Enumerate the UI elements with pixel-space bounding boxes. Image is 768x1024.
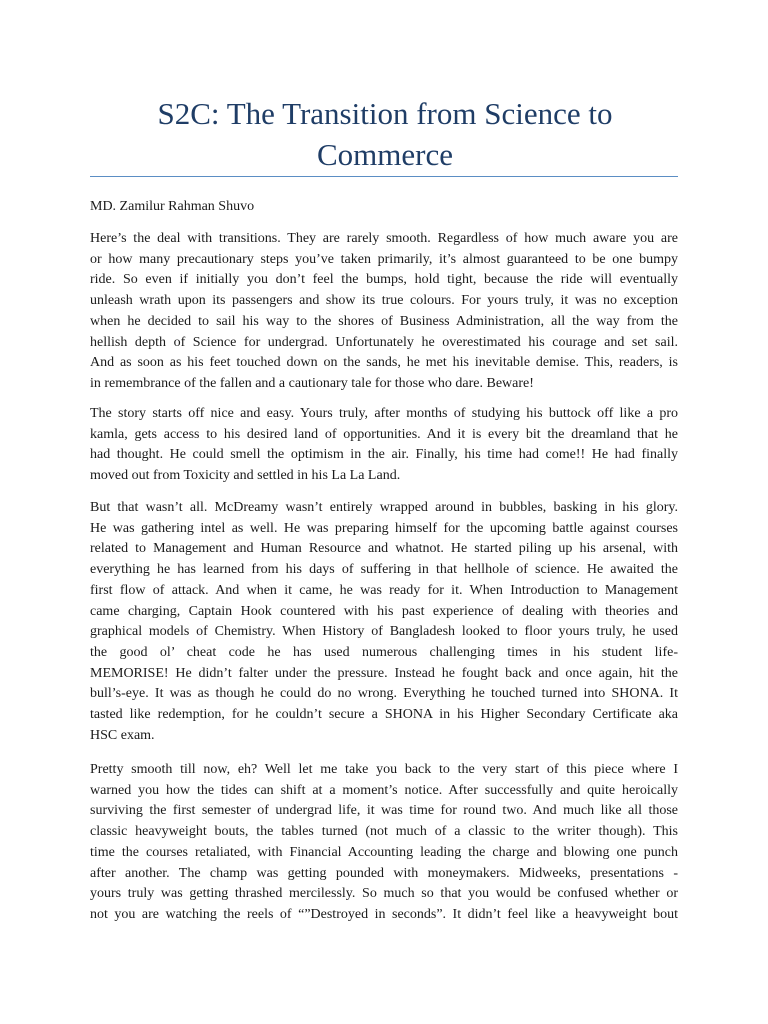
text-line: classic heavyweight bouts, the tables turned (not much of a classic to the writer though). This <box>90 824 678 840</box>
paragraph <box>90 404 678 487</box>
text-line: kamla, gets access to his desired land of opportunities. And it is every bit the dreamland that he <box>90 426 678 442</box>
author-name: MD. Zamilur Rahman Shuvo <box>90 199 255 214</box>
paragraph <box>90 760 678 926</box>
text-line: And as soon as his feet touched down on the sands, he met his inevitable demise. This, readers, is <box>90 355 678 371</box>
text-line: hellish depth of Science for undergrad. Unfortunately he overestimated his courage and set sail. <box>90 334 678 350</box>
text-line: HSC exam. <box>90 727 155 743</box>
text-line: had thought. He could smell the optimism in the air. Finally, his time had come!! He had finally <box>90 447 678 463</box>
text-line: But that wasn’t all. McDreamy wasn’t entirely wrapped around in bubbles, basking in his glory. <box>90 500 678 515</box>
text-line: came charging, Captain Hook countered with his past experience of dealing with theories and <box>90 603 678 619</box>
text-line: Here’s the deal with transitions. They are rarely smooth. Regardless of how much aware you are <box>90 231 678 246</box>
text-line: everything he has learned from his days of suffering in that hellhole of science. He awaited the <box>90 562 678 578</box>
text-line: after another. The champ was getting pounded with moneymakers. Midweeks, presentations - <box>90 865 678 881</box>
text-line: unleash wrath upon its passengers and show its true colours. For yours truly, it was no exception <box>90 293 678 309</box>
title-divider <box>90 176 678 177</box>
text-line: or how many precautionary steps you’ve taken primarily, it’s almost guaranteed to be one bumpy <box>90 251 678 267</box>
text-line: when he decided to sail his way to the shores of Business Administration, all the way from the <box>90 313 678 329</box>
text-line: ride. So even if initially you don’t feel the bumps, hold tight, because the ride will eventually <box>90 272 678 288</box>
document-title <box>92 93 678 175</box>
text-line: surviving the first semester of undergrad life, it was time for round two. And much like all those <box>90 803 678 819</box>
text-line: in remembrance of the fallen and a cautionary tale for those who dare. Beware! <box>90 375 534 391</box>
title-line: S2C: The Transition from Science to <box>157 96 613 131</box>
text-line: The story starts off nice and easy. Yours truly, after months of studying his buttock off like a pro <box>90 406 678 421</box>
text-line: warned you how the tides can shift at a moment’s notice. After successfully and quite heroically <box>90 782 678 798</box>
text-line: Pretty smooth till now, eh? Well let me take you back to the very start of this piece where I <box>90 762 678 777</box>
text-line: He was gathering intel as well. He was preparing himself for the upcoming battle against courses <box>90 520 678 536</box>
text-line: first flow of attack. And when it came, he was ready for it. When Introduction to Management <box>90 582 678 598</box>
text-line: bull’s-eye. It was as though he could do no wrong. Everything he touched turned into SHONA. It <box>90 686 678 702</box>
text-line: MEMORISE! He didn’t falter under the pressure. Instead he fought back and once again, hit the <box>90 665 678 681</box>
paragraph <box>90 229 678 395</box>
text-line: graphical models of Chemistry. When History of Bangladesh looked to floor yours truly, he used <box>90 624 678 640</box>
text-line: time the courses retaliated, with Financial Accounting leading the charge and blowing one punch <box>90 844 678 860</box>
paragraph <box>90 498 678 746</box>
text-line: tasted like redemption, for he couldn’t secure a SHONA in his Higher Secondary Certificate aka <box>90 707 678 723</box>
text-line: related to Management and Human Resource and whatnot. He started piling up his arsenal, with <box>90 541 678 557</box>
text-line: not you are watching the reels of “”Destroyed in seconds”. It didn’t feel like a heavyweight bout <box>90 906 678 922</box>
text-line: moved out from Toxicity and settled in his La La Land. <box>90 468 401 484</box>
text-line: the good ol’ cheat code he has used numerous challenging times in his student life- <box>90 644 678 660</box>
text-line: yours truly was getting thrashed mercilessly. So much so that you would be confused whether or <box>90 886 678 902</box>
title-line: Commerce <box>316 137 453 172</box>
